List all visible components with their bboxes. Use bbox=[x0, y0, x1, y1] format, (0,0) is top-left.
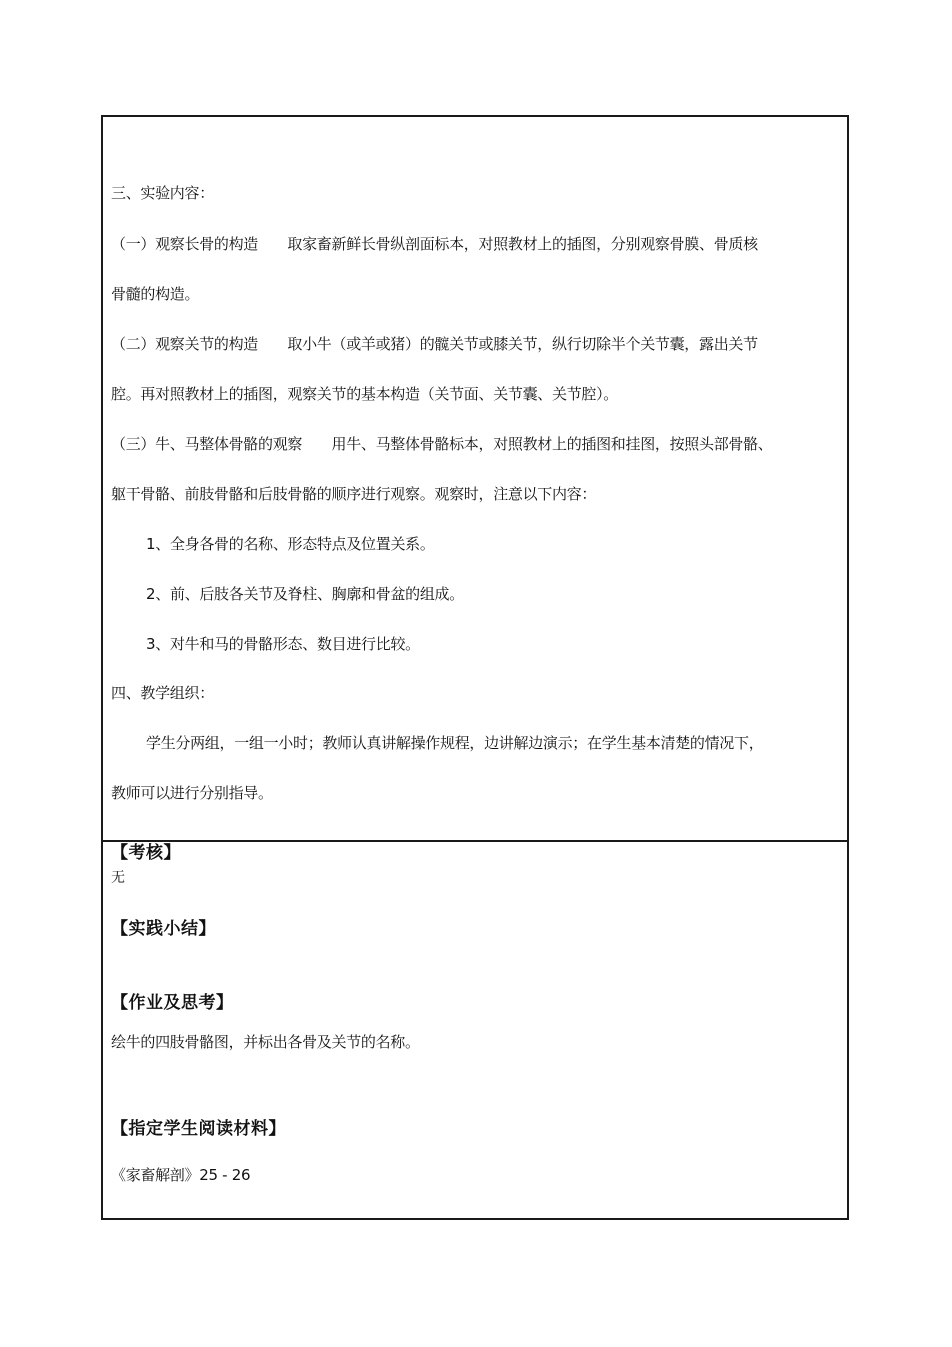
summary-title: 【实践小结】 bbox=[111, 919, 216, 939]
note-3: 3、对牛和马的骨骼形态、数目进行比较。 bbox=[146, 635, 420, 653]
note-1: 1、全身各骨的名称、形态特点及位置关系。 bbox=[146, 535, 435, 553]
homework-text: 绘牛的四肢骨骼图，并标出各骨及关节的名称。 bbox=[111, 1033, 420, 1051]
homework-title: 【作业及思考】 bbox=[111, 993, 234, 1013]
experiment-content-cell bbox=[103, 117, 847, 842]
assessment-cell bbox=[103, 842, 847, 1218]
item-2-line-2: 腔。再对照教材上的插图，观察关节的基本构造（关节面、关节囊、关节腔）。 bbox=[111, 385, 619, 403]
item-1-line-1: （一）观察长骨的构造 取家畜新鲜长骨纵剖面标本，对照教材上的插图，分别观察骨膜、骨质核 bbox=[111, 235, 758, 253]
item-1-line-2: 骨髓的构造。 bbox=[111, 285, 200, 303]
item-3-line-2: 躯干骨骼、前肢骨骼和后肢骨骼的顺序进行观察。观察时，注意以下内容： bbox=[111, 485, 597, 503]
section-4-title: 四、教学组织： bbox=[111, 684, 214, 702]
document-table bbox=[101, 115, 849, 1220]
reading-text: 《家畜解剖》25 - 26 bbox=[111, 1166, 251, 1184]
item-3-line-1: （三）牛、马整体骨骼的观察 用牛、马整体骨骼标本，对照教材上的插图和挂图，按照头部骨骼、 bbox=[111, 435, 773, 453]
organization-line-2: 教师可以进行分别指导。 bbox=[111, 784, 273, 802]
reading-title: 【指定学生阅读材料】 bbox=[111, 1119, 286, 1139]
section-3-title: 三、实验内容： bbox=[111, 184, 214, 202]
note-2: 2、前、后肢各关节及脊柱、胸廓和骨盆的组成。 bbox=[146, 585, 464, 603]
item-2-line-1: （二）观察关节的构造 取小牛（或羊或猪）的髋关节或膝关节，纵行切除半个关节囊，露出关节 bbox=[111, 335, 758, 353]
assessment-value: 无 bbox=[111, 870, 125, 886]
organization-line-1: 学生分两组，一组一小时；教师认真讲解操作规程，边讲解边演示；在学生基本清楚的情况下， bbox=[146, 734, 764, 752]
assessment-title: 【考核】 bbox=[111, 843, 181, 863]
